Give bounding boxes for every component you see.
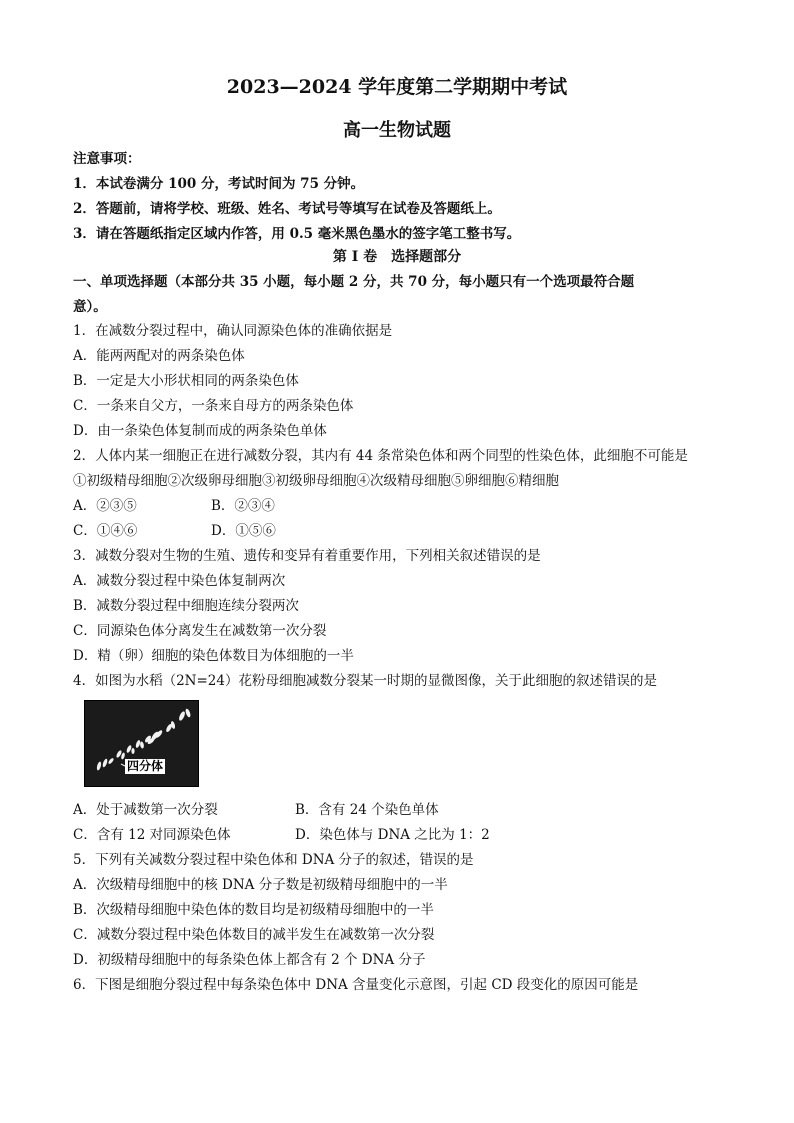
section-instruction: 一、单项选择题（本部分共 35 小题，每小题 2 分，共 70 分，每小题只有一个选项最符合题: [73, 274, 635, 290]
section-title: 第 I 卷 选择题部分: [332, 249, 462, 265]
question-3-option-b: B．减数分裂过程中细胞连续分裂两次: [73, 598, 299, 614]
micrograph-figure: [84, 700, 199, 787]
section-instruction-cont: 意）。: [73, 299, 107, 315]
question-4-option-c: C．含有 12 对同源染色体: [73, 827, 231, 843]
question-4-option-d: D．染色体与 DNA 之比为 1：2: [295, 827, 490, 843]
question-3-option-c: C．同源染色体分离发生在减数第一次分裂: [73, 623, 327, 639]
question-3-option-a: A．减数分裂过程中染色体复制两次: [73, 573, 286, 589]
question-4-stem: 4．如图为水稻（2N=24）花粉母细胞减数分裂某一时期的显微图像，关于此细胞的叙述错误的是: [73, 673, 657, 689]
question-1-option-b: B．一定是大小形状相同的两条染色体: [73, 373, 299, 389]
question-5-option-b: B．次级精母细胞中染色体的数目均是初级精母细胞中的一半: [73, 902, 434, 918]
question-1-stem: 1．在减数分裂过程中，确认同源染色体的准确依据是: [73, 323, 393, 339]
notice-item-3: 3．请在答题纸指定区域内作答，用 0.5 毫米黑色墨水的签字笔工整书写。: [73, 226, 521, 242]
question-5-option-a: A．次级精母细胞中的核 DNA 分子数是初级精母细胞中的一半: [73, 877, 448, 893]
question-2-option-d: D．①⑤⑥: [211, 523, 276, 539]
question-4-option-a: A．处于减数第一次分裂: [73, 802, 218, 818]
tetrad-label: 四分体: [127, 759, 164, 773]
notice-item-2: 2．答题前，请将学校、班级、姓名、考试号等填写在试卷及答题纸上。: [73, 201, 501, 217]
question-3-option-d: D．精（卵）细胞的染色体数目为体细胞的一半: [73, 648, 354, 664]
question-6-stem: 6．下图是细胞分裂过程中每条染色体中 DNA 含量变化示意图，引起 CD 段变化的原因可能是: [73, 977, 639, 993]
notice-item-1: 1．本试卷满分 100 分，考试时间为 75 分钟。: [73, 176, 365, 192]
question-5-option-d: D．初级精母细胞中的每条染色体上都含有 2 个 DNA 分子: [73, 952, 426, 968]
question-4-option-b: B．含有 24 个染色单体: [295, 802, 439, 818]
question-5-stem: 5．下列有关减数分裂过程中染色体和 DNA 分子的叙述，错误的是: [73, 852, 474, 868]
question-1-option-a: A．能两两配对的两条染色体: [73, 348, 245, 364]
question-1-option-d: D．由一条染色体复制而成的两条染色单体: [73, 423, 327, 439]
exam-subtitle: 高一生物试题: [343, 120, 451, 141]
exam-title: 2023—2024 学年度第二学期期中考试: [226, 76, 568, 98]
notice-heading: 注意事项：: [73, 151, 141, 167]
question-2-option-b: B．②③④: [211, 498, 275, 514]
question-2-option-c: C．①④⑥: [73, 523, 138, 539]
question-2-choices: ①初级精母细胞②次级卵母细胞③初级卵母细胞④次级精母细胞⑤卵细胞⑥精细胞: [73, 473, 559, 489]
question-3-stem: 3．减数分裂对生物的生殖、遗传和变异有着重要作用，下列相关叙述错误的是: [73, 548, 541, 564]
question-5-option-c: C．减数分裂过程中染色体数目的减半发生在减数第一次分裂: [73, 927, 435, 943]
question-1-option-c: C．一条来自父方，一条来自母方的两条染色体: [73, 398, 354, 414]
question-2-stem: 2．人体内某一细胞正在进行减数分裂，其内有 44 条常染色体和两个同型的性染色体，此细胞不可能是: [73, 448, 688, 464]
question-2-option-a: A．②③⑤: [73, 498, 137, 514]
